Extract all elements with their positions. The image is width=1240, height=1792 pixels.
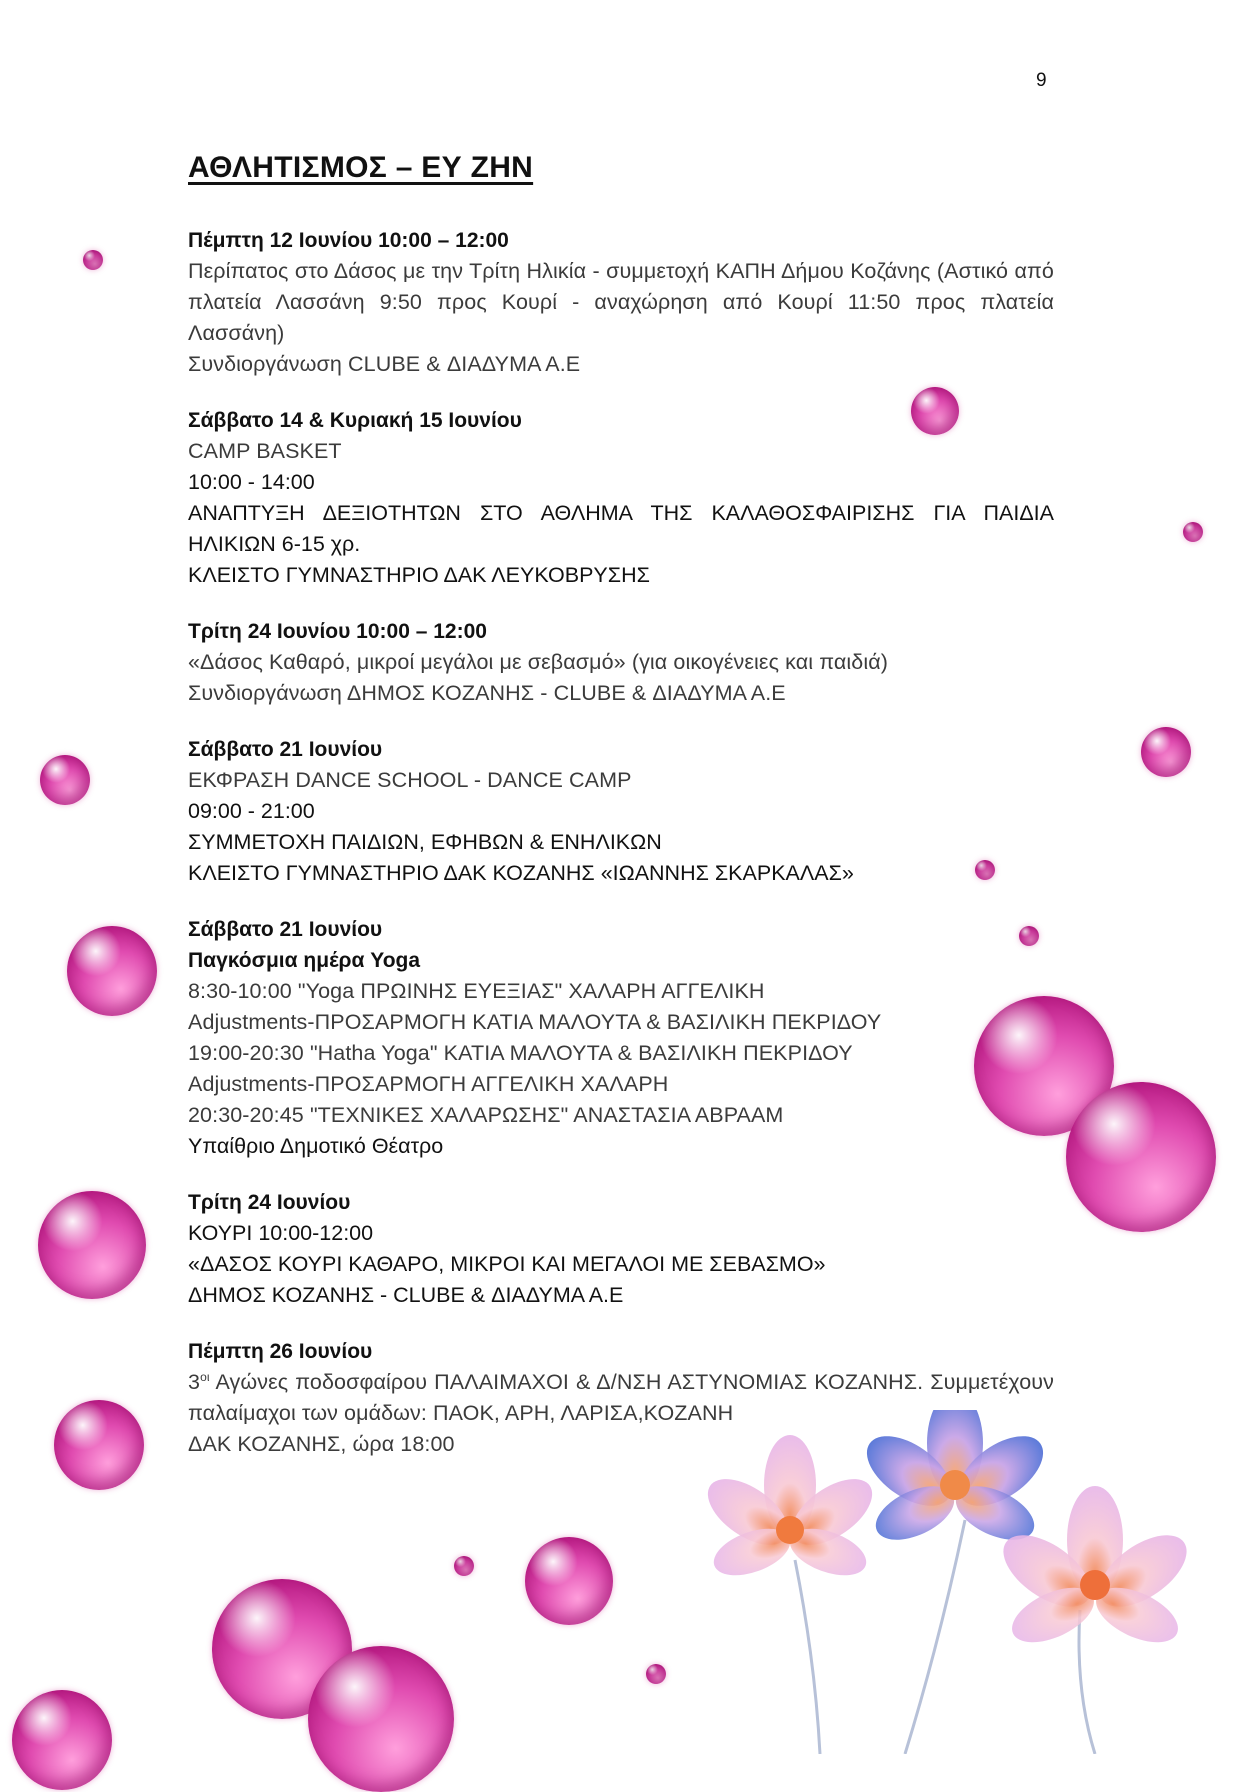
pink-bubble-decoration	[1066, 1082, 1216, 1232]
event-description: ΑΝΑΠΤΥΞΗ ΔΕΞΙΟΤΗΤΩΝ ΣΤΟ ΑΘΛΗΜΑ ΤΗΣ ΚΑΛΑΘΟΣΦΑΙΡΙΣΗΣ ΓΙΑ ΠΑΙΔΙΑ ΗΛΙΚΙΩΝ 6-15 χρ.	[188, 501, 1054, 556]
event-organizer: ΔΗΜΟΣ ΚΟΖΑΝΗΣ - CLUBE & ΔΙΑΔΥΜΑ Α.Ε	[188, 1283, 624, 1307]
pink-bubble-decoration	[54, 1400, 144, 1490]
event-time: 09:00 - 21:00	[188, 799, 315, 823]
page-content	[188, 150, 1054, 1485]
event-entry	[188, 734, 1054, 889]
pink-bubble-decoration	[12, 1690, 112, 1790]
page-number: 9	[1036, 70, 1047, 91]
event-entry	[188, 616, 1054, 709]
event-entry	[188, 1187, 1054, 1311]
event-description	[188, 1367, 1054, 1429]
event-date: Πέμπτη 26 Ιουνίου	[188, 1340, 373, 1363]
event-entry	[188, 1336, 1054, 1460]
event-date: Πέμπτη 12 Ιουνίου 10:00 – 12:00	[188, 229, 509, 252]
event-description: Περίπατος στο Δάσος με την Τρίτη Ηλικία - συμμετοχή ΚΑΠΗ Δήμου Κοζάνης (Αστικό από πλατεία Λασσάνη 9:50 προς Κουρί - αναχώρηση από Κουρί 11:50 προς πλατεία Λασσάνη)	[188, 259, 1054, 345]
event-program-line: 8:30-10:00 "Yoga ΠΡΩΙΝΗΣ ΕΥΕΞΙΑΣ" ΧΑΛΑΡΗ ΑΓΓΕΛΙΚΗ	[188, 979, 765, 1003]
event-venue: ΔΑΚ ΚΟΖΑΝΗΣ, ώρα 18:00	[188, 1432, 455, 1456]
event-entry	[188, 405, 1054, 591]
pink-bubble-decoration	[38, 1191, 146, 1299]
event-date: Σάββατο 14 & Κυριακή 15 Ιουνίου	[188, 409, 522, 432]
ordinal-number: 3	[188, 1370, 201, 1394]
event-date: Σάββατο 21 Ιουνίου	[188, 918, 383, 941]
pink-bubble-decoration	[83, 250, 103, 270]
event-date: Τρίτη 24 Ιουνίου	[188, 1191, 351, 1214]
event-description: «ΔΑΣΟΣ ΚΟΥΡΙ ΚΑΘΑΡΟ, ΜΙΚΡΟΙ ΚΑΙ ΜΕΓΑΛΟΙ ΜΕ ΣΕΒΑΣΜΟ»	[188, 1252, 826, 1276]
pink-bubble-decoration	[525, 1537, 613, 1625]
page-title: ΑΘΛΗΤΙΣΜΟΣ – ΕΥ ΖΗΝ	[188, 151, 534, 184]
pink-bubble-decoration	[1141, 727, 1191, 777]
event-time: 10:00 - 14:00	[188, 470, 315, 494]
event-organizer: Συνδιοργάνωση CLUBE & ΔΙΑΔΥΜΑ Α.Ε	[188, 352, 581, 376]
event-entry	[188, 914, 1054, 1162]
event-name: ΕΚΦΡΑΣΗ DANCE SCHOOL - DANCE CAMP	[188, 768, 632, 792]
pink-bubble-decoration	[646, 1664, 666, 1684]
pink-bubble-decoration	[308, 1646, 454, 1792]
pink-bubble-decoration	[454, 1556, 474, 1576]
event-description: «Δάσος Καθαρό, μικροί μεγάλοι με σεβασμό» (για οικογένειες και παιδιά)	[188, 650, 888, 674]
event-subtitle: Παγκόσμια ημέρα Yoga	[188, 949, 421, 972]
event-program-line: 19:00-20:30 "Hatha Yoga" ΚΑΤΙΑ ΜΑΛΟΥΤΑ & ΒΑΣΙΛΙΚΗ ΠΕΚΡΙΔΟΥ	[188, 1041, 853, 1065]
event-name: CAMP BASKET	[188, 439, 342, 463]
ordinal-suffix: οι	[200, 1369, 210, 1384]
event-entry	[188, 225, 1054, 380]
event-venue: ΚΛΕΙΣΤΟ ΓΥΜΝΑΣΤΗΡΙΟ ΔΑΚ ΚΟΖΑΝΗΣ «ΙΩΑΝΝΗΣ ΣΚΑΡΚΑΛΑΣ»	[188, 861, 854, 885]
pink-bubble-decoration	[67, 926, 157, 1016]
event-program-line: 20:30-20:45 "ΤΕΧΝΙΚΕΣ ΧΑΛΑΡΩΣΗΣ" ΑΝΑΣΤΑΣΙΑ ΑΒΡΑΑΜ	[188, 1103, 784, 1127]
event-description-text: Αγώνες ποδοσφαίρου ΠΑΛΑΙΜΑΧΟΙ & Δ/ΝΣΗ ΑΣΤΥΝΟΜΙΑΣ ΚΟΖΑΝΗΣ. Συμμετέχουν παλαίμαχοι των ομάδων: ΠΑΟΚ, ΑΡΗ, ΛΑΡΙΣΑ,ΚΟΖΑΝΗ	[188, 1370, 1054, 1425]
pink-bubble-decoration	[40, 755, 90, 805]
event-time: ΚΟΥΡΙ 10:00-12:00	[188, 1221, 374, 1245]
pink-bubble-decoration	[1183, 522, 1203, 542]
event-date: Τρίτη 24 Ιουνίου 10:00 – 12:00	[188, 620, 487, 643]
event-participants: ΣΥΜΜΕΤΟΧΗ ΠΑΙΔΙΩΝ, ΕΦΗΒΩΝ & ΕΝΗΛΙΚΩΝ	[188, 830, 662, 854]
event-date: Σάββατο 21 Ιουνίου	[188, 738, 383, 761]
event-venue: Υπαίθριο Δημοτικό Θέατρο	[188, 1134, 444, 1158]
event-program-line: Adjustments-ΠΡΟΣΑΡΜΟΓΗ ΚΑΤΙΑ ΜΑΛΟΥΤΑ & ΒΑΣΙΛΙΚΗ ΠΕΚΡΙΔΟΥ	[188, 1010, 882, 1034]
event-venue: ΚΛΕΙΣΤΟ ΓΥΜΝΑΣΤΗΡΙΟ ΔΑΚ ΛΕΥΚΟΒΡΥΣΗΣ	[188, 563, 650, 587]
event-organizer: Συνδιοργάνωση ΔΗΜΟΣ ΚΟΖΑΝΗΣ - CLUBE & ΔΙΑΔΥΜΑ Α.Ε	[188, 681, 786, 705]
event-program-line: Adjustments-ΠΡΟΣΑΡΜΟΓΗ ΑΓΓΕΛΙΚΗ ΧΑΛΑΡΗ	[188, 1072, 669, 1096]
